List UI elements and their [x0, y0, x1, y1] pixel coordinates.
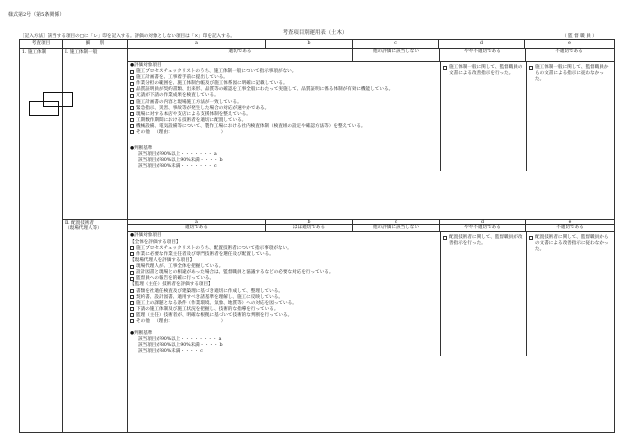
header-grade-e: e [525, 40, 615, 49]
checkbox[interactable] [130, 246, 134, 250]
sec1-other: その他 （理由： ） [130, 130, 438, 136]
checkbox[interactable] [130, 289, 134, 293]
checkbox[interactable] [130, 106, 134, 110]
checkbox[interactable] [130, 252, 134, 256]
checkbox[interactable] [130, 130, 134, 134]
section-2-row [20, 219, 615, 432]
sec2-item: 作業に必要な作業主任者及び専門技術者を選任及び配置している。 [130, 252, 438, 258]
sec2-item: 契約書、設計図書、適用すべき諸基準を理解し、施工に反映している。 [130, 295, 438, 301]
sec1-judge-heading: ●判断基準 [130, 146, 153, 152]
checkbox[interactable] [130, 82, 134, 86]
sec1-item: 施工計画書を、工事着手前に提出している。 [130, 75, 438, 81]
sec2-item: 下請の施工体制及び施工状況を把握し、技術的な指導を行っている。 [130, 307, 438, 313]
evaluation-table [19, 39, 615, 433]
checkbox[interactable] [130, 307, 134, 311]
checkbox[interactable] [130, 265, 134, 269]
sec1-grade-d [440, 62, 526, 171]
sec2-item: 監理（主任）技術者が、明確な根拠に基づいて技術的な判断を行っている。 [130, 313, 438, 319]
sec1-e-text: 施工体制一般に関して、監督職員からの文書による指示に従わなかった。 [535, 65, 609, 82]
checkbox[interactable] [529, 236, 533, 240]
header-grade-d: d [439, 40, 525, 49]
judge-line: 該当項目が90%以上・・・・・・・ a [138, 152, 217, 158]
checkbox[interactable] [130, 70, 134, 74]
sec2-item: 書類を社適任検査及び建築理に基づき適切に作成して、整理している。 [130, 289, 438, 295]
sec1-item: 品質証明員が契約書類、出来形、品質等の確認を工事全般にわたって実施して、品質証明に係る体制が有効に機能している。 [130, 87, 438, 93]
other-reason[interactable]: （理由： ） [154, 318, 226, 324]
sec1-item: 工期数作期間における技術者を適切に配置している。 [130, 118, 438, 124]
grade-c-desc: 他の評価に該当しない [353, 49, 440, 61]
header-category: 考査項目 [20, 40, 63, 49]
header-grade-b: b [266, 40, 353, 49]
other-reason[interactable]: （理由： ） [154, 129, 226, 135]
sec1-criteria [128, 62, 440, 171]
checkbox[interactable] [130, 319, 134, 323]
sec1-grade-e [526, 62, 612, 171]
grade-e-desc: 不適切である [555, 48, 583, 54]
checkbox[interactable] [130, 88, 134, 92]
judge-line: 該当項目が80%未満・・・・ c [138, 348, 203, 354]
sec2-eval-heading: ●評価対象項目 [130, 233, 162, 239]
sec2-item: 現場代理人が、工事全体を把握している。 [130, 264, 438, 270]
sec1-item: 施工プロセスチェックリストのうち、施工体制一般について指示事項がない。 [130, 69, 438, 75]
group-title: 【現場代理人を評価する項目】 [130, 258, 195, 264]
sec1-label-cell [63, 48, 128, 219]
sec1-label: Ⅰ. 施工体制一般 [65, 49, 98, 55]
sec1-item: 作業分担の範囲を、施工体制台帳及び施工体系図に明確に記載している。 [130, 81, 438, 87]
sec1-item: 施工計画書の内容と現場施工方法が一致している。 [130, 100, 438, 106]
checkbox[interactable] [130, 301, 134, 305]
sec2-item: 設計図書と現場との相違があった場合は、監督職員と協議するなどの必要な対応を行っている。 [130, 270, 438, 276]
header-subcategory: 細 別 [63, 40, 128, 49]
sec1-eval-heading: ●評価対象項目 [130, 63, 162, 69]
sec2-d-text: 配置技術者に関して、監督職員が改善指示を行った。 [449, 235, 523, 246]
document-title: 考査項目別運用表（土木） [282, 30, 348, 36]
header-row [20, 40, 615, 49]
header-grade-c: c [353, 40, 439, 49]
sec1-d-text: 施工体制一般に関して、監督職員の文書による改善指示を行った。 [449, 65, 523, 76]
sec1-item: 現場に対する本店や支店による支援体制を整えている。 [130, 112, 438, 118]
header-grade-a: a [128, 40, 266, 49]
checkbox[interactable] [130, 118, 134, 122]
checkbox[interactable] [443, 236, 447, 240]
checkbox[interactable] [130, 76, 134, 80]
sec2-e-text: 配置技術者に関して、監督職員からの文書による改善指示に従わなかった。 [535, 235, 609, 252]
sec1-item: 緊急指示、災害、事故等が発生した場合の対応が速やかである。 [130, 106, 438, 112]
sec2-label-cell [63, 219, 128, 432]
sec2-grade-e [526, 232, 614, 356]
checkbox[interactable] [130, 124, 134, 128]
judge-line: 該当項目が90%以上・・・・・・・・ a [138, 337, 222, 343]
checkbox[interactable] [130, 112, 134, 116]
group-title: 【監理（主任）技術者を評価する項目】 [130, 282, 213, 288]
grade-d-desc: やや不適切である [440, 49, 526, 61]
sec2-grade-d [440, 232, 526, 356]
checkbox[interactable] [130, 94, 134, 98]
sec2-body [128, 219, 615, 432]
checkbox[interactable] [130, 271, 134, 275]
inspector-label: （ 監 督 職 員 ） [562, 34, 597, 39]
checkbox[interactable] [130, 313, 134, 317]
section-1-row [20, 48, 615, 219]
checkbox[interactable] [529, 66, 533, 70]
sec1-item: 機械設備、電気設備等について、製作工場における社内検査体制（検査組の設定や確認方法等）を整えている。 [130, 124, 438, 130]
category-score-box[interactable] [43, 92, 73, 107]
checkbox[interactable] [443, 66, 447, 70]
sec2-item: 監督員への報告を的確に行っている。 [130, 276, 438, 282]
sec2-other: その他 （理由： ） [130, 319, 438, 325]
checkbox[interactable] [130, 277, 134, 281]
judge-line: 該当項目が80%以上90%未満・・・・ b [138, 158, 223, 164]
sec2-judge-heading: ●判断基準 [130, 331, 153, 337]
judge-line: 該当項目が80%以上90%未満・・・・ b [138, 343, 223, 349]
sec2-criteria [128, 232, 440, 356]
sec2-item: 施工上の課題となる条件（作業環境、気象、地質等）への対応を図っている。 [130, 301, 438, 307]
checkbox[interactable] [130, 295, 134, 299]
checkbox[interactable] [130, 100, 134, 104]
sec1-body [128, 48, 615, 219]
grade-a-desc: 適切である [128, 49, 353, 61]
group-title: 【全体を評価する項目】 [130, 239, 181, 245]
category-label: 1. 施工体制 [22, 49, 47, 55]
sec2-label: Ⅱ. 配置技術者 （現場代理人等） [65, 220, 102, 232]
sec2-grade-letters: a b c d e [128, 220, 614, 225]
judge-line: 該当項目が80%未満・・・・・・・ c [138, 163, 217, 169]
form-number: 様式第2号（第5条関係） [8, 12, 65, 18]
sec1-grade-header [128, 49, 614, 62]
sec1-item: 元請が下請の作業成果を検査している。 [130, 93, 438, 99]
sec2-item: 施工プロセスチェックリストのうち、配置技術者について指示事項がない。 [130, 246, 438, 252]
instructions: ［記入方法］該当する項目の□に「レ」印を記入する。評価の対象としない項目は「×」印を記入する。 [20, 34, 235, 39]
sec2-grade-header: 適切である はほ適切である 他の評価に該当しない やや不適切である 不適切である [128, 225, 614, 232]
